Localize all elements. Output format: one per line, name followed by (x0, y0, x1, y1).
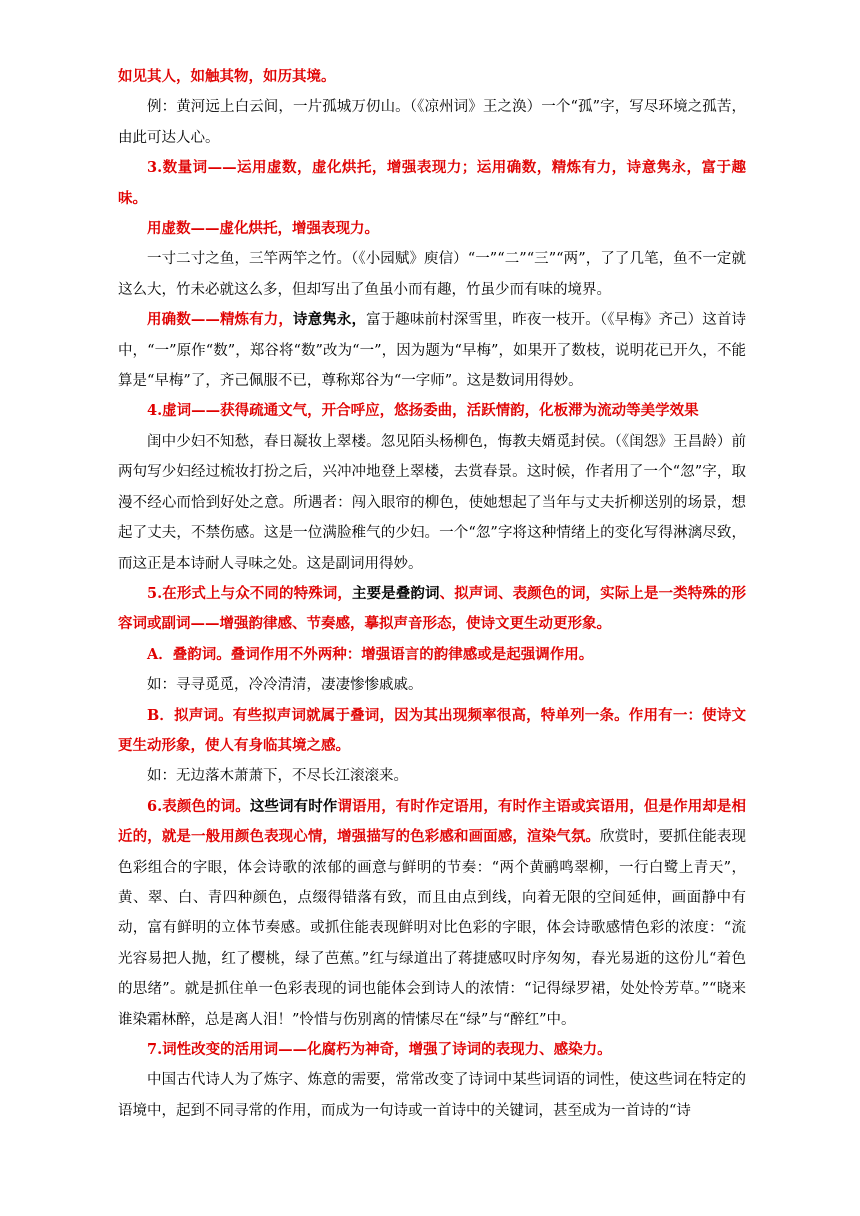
paragraph (118, 305, 746, 396)
paragraph (118, 244, 746, 305)
paragraph (118, 214, 746, 244)
emphasis-text: 用确数——精炼有力， (147, 311, 294, 329)
paragraph (118, 1035, 746, 1065)
emphasis-text: 、拟声词、表颜色的词，实际上是一类特殊的形容词或副词——增强韵律感、节奏感，摹拟声音形态，使诗文更生动更形象。 (118, 584, 747, 633)
body-text: 例：黄河远上白云间，一片孤城万仞山。（《凉州词》王之涣）一个“孤”字，写尽环境之孤苦，由此可达人心。 (118, 99, 746, 146)
emphasis-text: 4.虚词——获得疏通文气，开合呼应，悠扬委曲，活跃情韵，化板滞为流动等美学效果 (147, 402, 699, 420)
paragraph (118, 427, 746, 579)
emphasis-text: 用虚数——虚化烘托，增强表现力。 (147, 220, 379, 238)
body-text: 闺中少妇不知愁，春日凝妆上翠楼。忽见陌头杨柳色，悔教夫婿觅封侯。（《闺怨》王昌龄）前两句写少妇经过梳妆打扮之后，兴冲冲地登上翠楼，去赏春景。这时候，作者用了一个“忽”字，取漫不经心而恰到好处之意。所遇者：闯入眼帘的柳色，使她想起了当年与丈夫折柳送别的场景，想起了丈夫，不禁伤感。这是一位满脸稚气的少妇。一个“忽”字将这种情绪上的变化写得淋漓尽致，而这正是本诗耐人寻味之处。这是副词用得妙。 (118, 433, 746, 572)
body-text: 欣赏时，要抓住能表现色彩组合的字眼，体会诗歌的浓郁的画意与鲜明的节奏：“两个黄鹂鸣翠柳，一行白鹭上青天”，黄、翠、白、青四种颜色，点缀得错落有致，而且由点到线，向着无限的空间延伸，画面静中有动，富有鲜明的立体节奏感。或抓住能表现鲜明对比色彩的字眼，体会诗歌感情色彩的浓度：“流光容易把人抛，红了樱桃，绿了芭蕉。”红与绿道出了蒋捷感叹时序匆匆，春光易逝的这份儿“着色的思绪”。就是抓住单一色彩表现的词也能体会到诗人的浓情：“记得绿罗裙，处处怜芳草。”“晓来谁染霜林醉，总是离人泪！”怜惜与伤别离的情愫尽在“绿”与“醉红”中。 (118, 829, 747, 1028)
emphasis-text: 谓语用，有时作定语用，有时作主语或宾语用，但是作用却是相近的，就是一般用颜色表现心情，增强描写的色彩感和画面感，渲染气氛。 (118, 797, 747, 846)
paragraph (118, 579, 746, 640)
bold-text: 主要是叠韵词 (352, 584, 440, 602)
emphasis-text: 7.词性改变的活用词——化腐朽为神奇，增强了诗词的表现力、感染力。 (147, 1041, 612, 1058)
emphasis-text: 6.表颜色的词。 (147, 797, 250, 815)
emphasis-text: 3.数量词——运用虚数，虚化烘托，增强表现力；运用确数，精炼有力，诗意隽永，富于趣味。 (118, 159, 746, 207)
document-body (118, 62, 746, 1126)
emphasis-text: 5.在形式上与众不同的特殊词， (147, 584, 352, 602)
paragraph (118, 701, 746, 762)
paragraph (118, 62, 746, 92)
paragraph (118, 670, 746, 700)
document-page (118, 62, 746, 1126)
paragraph (118, 761, 746, 791)
paragraph (118, 640, 746, 670)
paragraph (118, 1065, 746, 1126)
body-text: 中国古代诗人为了炼字、炼意的需要，常常改变了诗词中某些词语的词性，使这些词在特定的语境中，起到不同寻常的作用，而成为一句诗或一首诗中的关键词，甚至成为一首诗的“诗 (118, 1072, 746, 1119)
paragraph (118, 792, 746, 1035)
paragraph (118, 92, 746, 153)
body-text: 富于趣味前村深雪里，昨夜一枝开。（《早梅》齐己）这首诗中，“一”原作“数”，郑谷将“数”改为“一”，因为题为“早梅”，如果开了数枝，说明花已开久，不能算是“早梅”了，齐己佩服不已，尊称郑谷为“一字师”。这是数词用得妙。 (118, 312, 747, 390)
paragraph (118, 153, 746, 214)
bold-text: 这些词有时作 (249, 797, 338, 815)
bold-text: 诗意隽永， (293, 311, 367, 329)
body-text: 如：无边落木萧萧下，不尽长江滚滚来。 (147, 768, 408, 785)
emphasis-text: B．拟声词。有些拟声词就属于叠词，因为其出现频率很高，特单列一条。作用有一：使诗文更生动形象，使人有身临其境之感。 (118, 706, 746, 754)
emphasis-text: 如见其人，如触其物，如历其境。 (118, 68, 336, 85)
body-text: 一寸二寸之鱼，三竿两竿之竹。（《小园赋》庾信）“一”“二”“三”“两”，了了几笔，鱼不一定就这么大，竹未必就这么多，但却写出了鱼虽小而有趣，竹虽少而有味的境界。 (118, 251, 746, 298)
body-text: 如：寻寻觅觅，冷冷清清，凄凄惨惨戚戚。 (147, 677, 423, 694)
paragraph (118, 396, 746, 426)
emphasis-text: A．叠韵词。叠词作用不外两种：增强语言的韵律感或是起强调作用。 (147, 645, 594, 663)
